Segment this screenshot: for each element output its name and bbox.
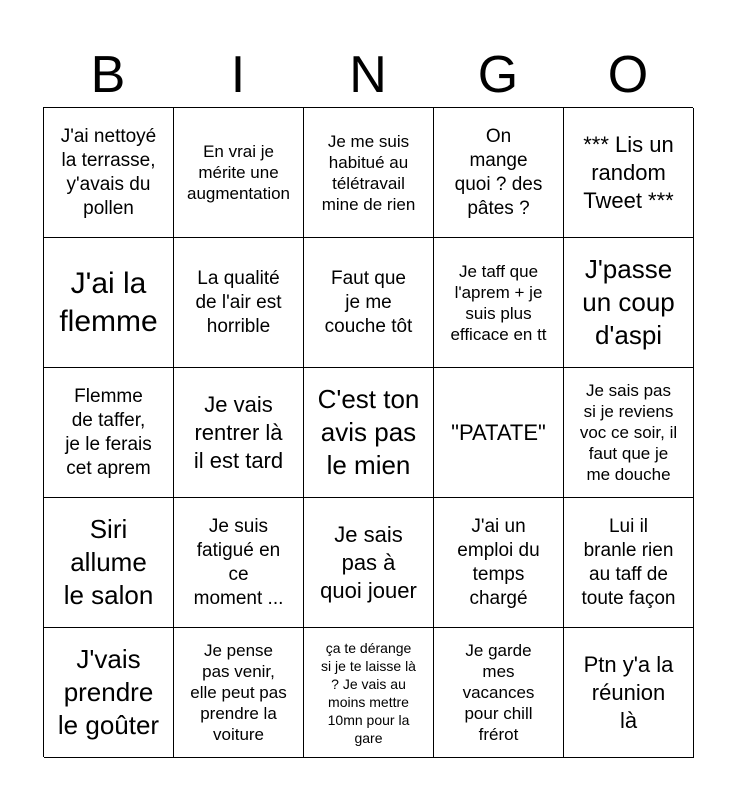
bingo-cell-text: Je garde mes vacances pour chill frérot — [462, 641, 535, 744]
bingo-grid — [43, 107, 693, 757]
bingo-cell-r4-c1[interactable] — [44, 498, 174, 628]
bingo-cell-text: *** Lis un random Tweet *** — [583, 131, 674, 213]
bingo-cell-text: "PATATE" — [451, 419, 546, 445]
bingo-cell-r2-c1[interactable] — [44, 238, 174, 368]
header-letter-n: N — [349, 46, 387, 104]
bingo-cell-text: C'est ton avis pas le mien — [317, 384, 420, 480]
bingo-cell-text: J'ai nettoyé la terrasse, y'avais du pollen — [60, 125, 157, 219]
bingo-cell-r5-c4[interactable] — [434, 628, 564, 758]
bingo-cell-text: Je pense pas venir, elle peut pas prendre la voiture — [190, 641, 287, 744]
bingo-cell-r2-c4[interactable] — [434, 238, 564, 368]
bingo-cell-r1-c3[interactable] — [304, 108, 434, 238]
header-letter-i: I — [230, 46, 246, 104]
bingo-cell-r2-c2[interactable] — [174, 238, 304, 368]
bingo-cell-r2-c3[interactable] — [304, 238, 434, 368]
bingo-cell-r4-c4[interactable] — [434, 498, 564, 628]
bingo-cell-text: Je me suis habitué au télétravail mine de rien — [321, 131, 416, 214]
header-letter-b: B — [90, 46, 126, 104]
bingo-cell-r5-c5[interactable] — [564, 628, 694, 758]
bingo-cell-text: Je sais pas à quoi jouer — [320, 521, 417, 603]
bingo-cell-text: On mange quoi ? des pâtes ? — [454, 125, 543, 219]
bingo-cell-text: J'vais prendre le goûter — [57, 644, 160, 740]
bingo-cell-r1-c4[interactable] — [434, 108, 564, 238]
bingo-cell-r3-c2[interactable] — [174, 368, 304, 498]
bingo-cell-r3-c4[interactable] — [434, 368, 564, 498]
header-letter-o: O — [607, 46, 649, 104]
header-letter-g: G — [477, 46, 519, 104]
bingo-cell-text: ça te dérange si je te laisse là ? Je vais au moins mettre 10mn pour la gare — [321, 639, 416, 746]
bingo-cell-r1-c2[interactable] — [174, 108, 304, 238]
bingo-cell-r2-c5[interactable] — [564, 238, 694, 368]
bingo-cell-r4-c2[interactable] — [174, 498, 304, 628]
bingo-cell-text: Siri allume le salon — [63, 514, 154, 610]
bingo-cell-r4-c3[interactable] — [304, 498, 434, 628]
bingo-cell-text: Flemme de taffer, je le ferais cet aprem — [65, 385, 152, 479]
bingo-cell-r3-c3[interactable] — [304, 368, 434, 498]
bingo-cell-text: Lui il branle rien au taff de toute façon — [581, 515, 676, 609]
bingo-cell-text: Faut que je me couche tôt — [324, 267, 413, 337]
bingo-cell-text: En vrai je mérite une augmentation — [186, 142, 291, 203]
bingo-cell-text: J'ai la flemme — [59, 266, 158, 338]
bingo-cell-r5-c2[interactable] — [174, 628, 304, 758]
bingo-header — [43, 44, 693, 106]
bingo-cell-r3-c5[interactable] — [564, 368, 694, 498]
bingo-cell-text: J'ai un emploi du temps chargé — [457, 515, 540, 609]
bingo-cell-r4-c5[interactable] — [564, 498, 694, 628]
bingo-cell-text: Je suis fatigué en ce moment ... — [193, 515, 284, 609]
bingo-cell-text: La qualité de l'air est horrible — [195, 267, 282, 337]
bingo-cell-text: J'passe un coup d'aspi — [582, 254, 675, 350]
bingo-cell-text: Ptn y'a la réunion là — [583, 651, 674, 733]
bingo-cell-r5-c1[interactable] — [44, 628, 174, 758]
bingo-cell-text: Je sais pas si je reviens voc ce soir, il faut que je me douche — [579, 381, 678, 484]
bingo-cell-text: Je taff que l'aprem + je suis plus efficace en tt — [450, 261, 547, 344]
bingo-cell-text: Je vais rentrer là il est tard — [193, 391, 284, 473]
bingo-cell-r3-c1[interactable] — [44, 368, 174, 498]
bingo-cell-r5-c3[interactable] — [304, 628, 434, 758]
bingo-cell-r1-c5[interactable] — [564, 108, 694, 238]
bingo-cell-r1-c1[interactable] — [44, 108, 174, 238]
